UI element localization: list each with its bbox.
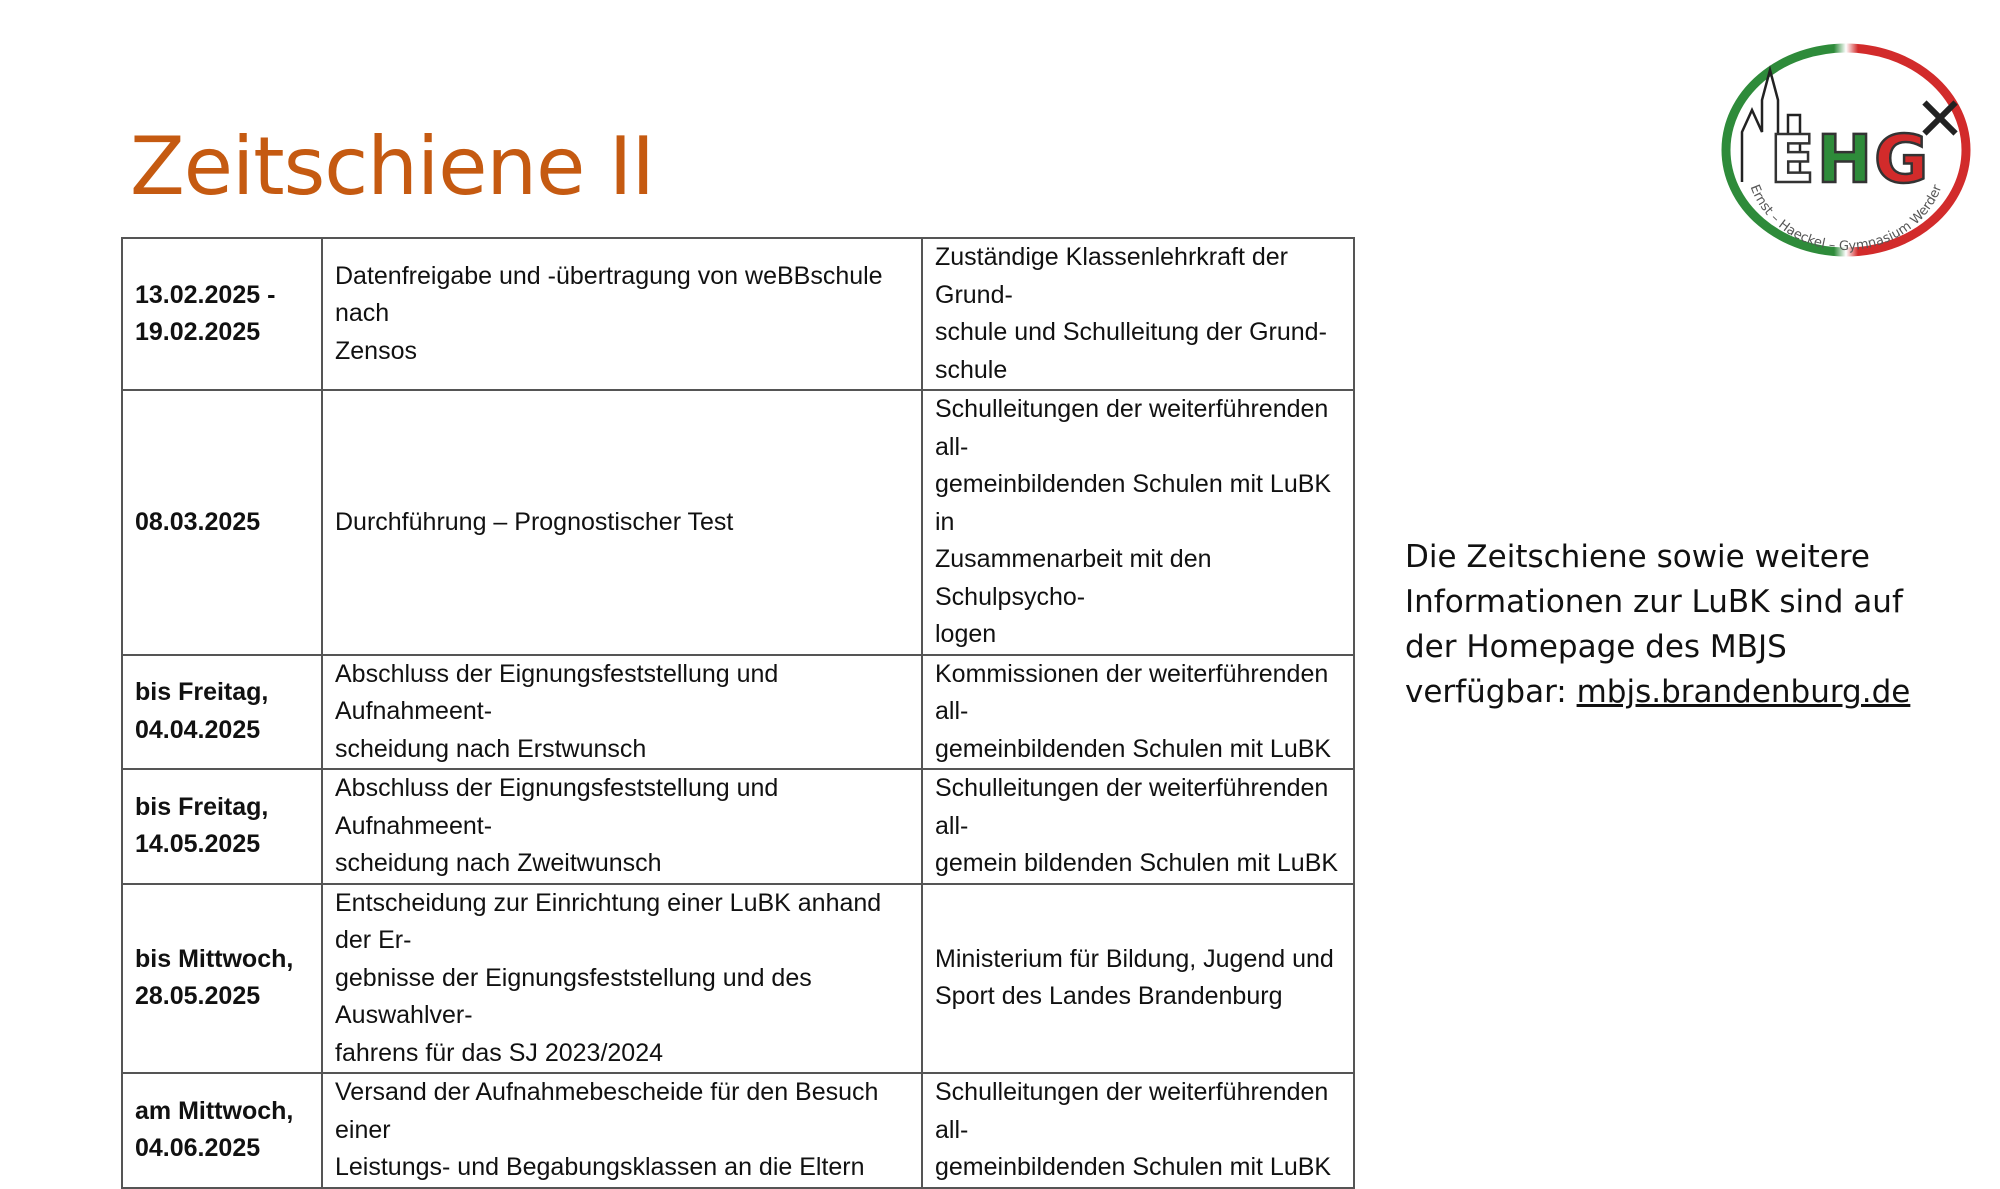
table-row — [122, 655, 1354, 770]
responsible-cell-line: Kommissionen der weiterführenden all- — [935, 659, 1329, 725]
task-cell — [322, 655, 922, 770]
task-cell-line: scheidung nach Zweitwunsch — [335, 849, 662, 877]
date-cell — [122, 390, 322, 655]
responsible-cell-line: gemein bildenden Schulen mit LuBK — [935, 849, 1339, 877]
date-cell-line: bis Freitag, — [135, 792, 269, 821]
responsible-cell — [922, 769, 1354, 884]
date-cell — [122, 238, 322, 390]
responsible-cell-line: Schulleitungen der weiterführenden all- — [935, 395, 1329, 461]
responsible-cell-line: gemeinbildenden Schulen mit LuBK in — [935, 470, 1332, 536]
schedule-table — [121, 237, 1355, 1189]
task-cell-line: Entscheidung zur Einrichtung einer LuBK anhand der Er- — [335, 888, 882, 954]
slide-title: Zeitschiene II — [130, 120, 654, 213]
task-cell — [322, 769, 922, 884]
info-text — [1405, 535, 1945, 715]
logo-letters — [1770, 121, 1931, 198]
task-cell — [322, 390, 922, 655]
responsible-cell — [922, 655, 1354, 770]
responsible-cell-line: schule und Schulleitung der Grund- — [935, 318, 1327, 346]
logo-letter-g: G — [1874, 121, 1931, 198]
responsible-cell — [922, 238, 1354, 390]
responsible-cell-line: Zusammenarbeit mit den Schulpsycho- — [935, 545, 1212, 611]
responsible-cell-line: Schulleitungen der weiterführenden all- — [935, 1078, 1329, 1144]
task-cell-line: Durchführung – Prognostischer Test — [335, 507, 734, 536]
date-cell-line: 28.05.2025 — [135, 982, 261, 1011]
date-cell-line: 04.04.2025 — [135, 715, 261, 744]
task-cell-line: Zensos — [335, 336, 417, 365]
responsible-cell — [922, 884, 1354, 1074]
logo-letter-h: H — [1816, 121, 1875, 198]
date-cell — [122, 769, 322, 884]
info-text-body: Die Zeitschiene sowie weitere Informationen zur LuBK sind auf der Homepage des MBJS verfügbar: — [1405, 539, 1903, 710]
responsible-cell-line: gemeinbildenden Schulen mit LuBK — [935, 734, 1332, 763]
task-cell — [322, 238, 922, 390]
responsible-cell-line: Zuständige Klassenlehrkraft der Grund- — [935, 243, 1288, 309]
task-cell-line: Versand der Aufnahmebescheide für den Besuch einer — [335, 1078, 879, 1144]
responsible-cell-line: Schulleitungen der weiterführenden all- — [935, 774, 1329, 840]
task-cell-line: scheidung nach Erstwunsch — [335, 734, 647, 763]
logo-ring-text: Ernst – Haeckel – Gymnasium Werder — [1746, 182, 1946, 255]
date-cell-line: 14.05.2025 — [135, 830, 261, 859]
task-cell-line: fahrens für das SJ 2023/2024 — [335, 1038, 664, 1067]
task-cell-line: Leistungs- und Begabungsklassen an die Eltern — [335, 1153, 865, 1181]
responsible-cell-line: schule — [935, 355, 1008, 384]
task-cell-line: Abschluss der Eignungsfeststellung und Aufnahmeent- — [335, 659, 779, 725]
responsible-cell-line: gemeinbildenden Schulen mit LuBK — [935, 1153, 1332, 1181]
date-cell — [122, 1073, 322, 1188]
date-cell — [122, 655, 322, 770]
table-row — [122, 769, 1354, 884]
date-cell-line: 13.02.2025 - — [135, 280, 276, 309]
date-cell-line: 04.06.2025 — [135, 1134, 261, 1163]
homepage-link[interactable]: mbjs.brandenburg.de — [1576, 674, 1911, 710]
logo-letter-e: E — [1769, 121, 1817, 198]
task-cell-line: Abschluss der Eignungsfeststellung und Aufnahmeent- — [335, 774, 779, 840]
task-cell-line: gebnisse der Eignungsfeststellung und des Auswahlver- — [335, 963, 812, 1029]
date-cell-line: 08.03.2025 — [135, 507, 261, 536]
task-cell — [322, 884, 922, 1074]
table-row — [122, 390, 1354, 655]
table-row — [122, 1073, 1354, 1188]
responsible-cell-line: Ministerium für Bildung, Jugend und — [935, 944, 1334, 973]
date-cell-line: bis Mittwoch, — [135, 944, 294, 973]
task-cell-line: Datenfreigabe und -übertragung von weBBschule nach — [335, 261, 883, 328]
ehg-school-logo — [1718, 40, 1974, 260]
date-cell — [122, 884, 322, 1074]
responsible-cell-line: Sport des Landes Brandenburg — [935, 982, 1283, 1011]
responsible-cell-line: logen — [935, 620, 997, 648]
task-cell — [322, 1073, 922, 1188]
table-row — [122, 238, 1354, 390]
date-cell-line: 19.02.2025 — [135, 318, 261, 346]
date-cell-line: am Mittwoch, — [135, 1096, 294, 1125]
table-row — [122, 884, 1354, 1074]
responsible-cell — [922, 1073, 1354, 1188]
responsible-cell — [922, 390, 1354, 655]
date-cell-line: bis Freitag, — [135, 678, 269, 707]
